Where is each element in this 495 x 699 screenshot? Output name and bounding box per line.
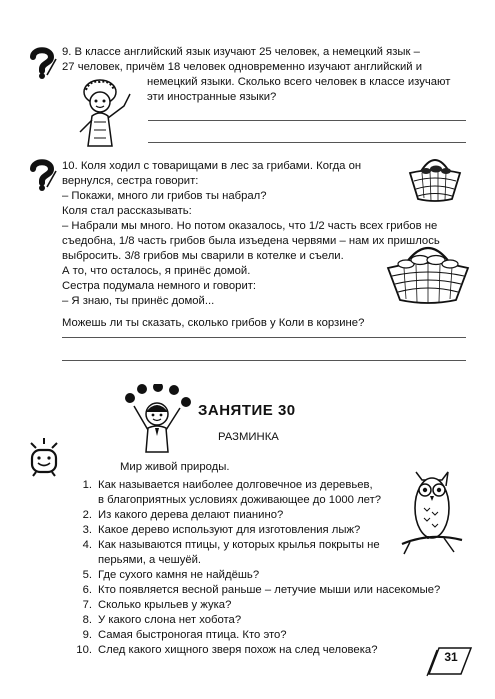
question-4 [72,538,380,568]
question-number: 5. [82,569,92,581]
question-number: 9. [82,629,92,641]
question-8 [72,613,241,628]
question-number: 4. [82,539,92,551]
basket-icon [406,151,464,203]
problem-10-line-2: вернулся, сестра говорит: [62,175,199,187]
question-1 [72,478,381,508]
problem-10-line-7: выбросить. 3/8 грибов мы сварили в котелке и съели. [62,250,344,262]
lesson-intro: Мир живой природы. [120,461,230,473]
answer-line [148,142,466,143]
mushroom-basket-icon [384,236,472,306]
question-text: перьями, а чешуёй. [98,554,202,566]
question-pen-icon [27,45,57,79]
problem-10-line-9: Сестра подумала немного и говорит: [62,280,257,292]
lesson-title: ЗАНЯТИЕ 30 [198,402,296,419]
problem-9-line-2: 27 человек, причём 18 человек одновременно изучают английский и [62,61,423,73]
question-number: 2. [82,509,92,521]
question-number: 8. [82,614,92,626]
question-text: Какое дерево используют для изготовления лыж? [98,524,361,536]
question-text: Кто появляется весной раньше – летучие мыши или насекомые? [98,584,441,596]
question-5 [72,568,259,583]
problem-10-question: Можешь ли ты сказать, сколько грибов у Коли в корзине? [62,317,365,329]
question-10 [72,643,377,658]
problem-10-line-8: А то, что осталось, я принёс домой. [62,265,251,277]
owl-illustration [400,462,464,558]
alarm-clock-icon [27,437,61,477]
question-pen-icon [27,157,57,191]
question-text: Как называются птицы, у которых крылья покрыты не [98,539,380,551]
answer-line [62,337,466,338]
question-6 [72,583,440,598]
problem-10-line-1: 10. Коля ходил с товарищами в лес за грибами. Когда он [62,160,362,172]
question-3 [72,523,360,538]
question-number: 10. [76,644,92,656]
question-text: Как называется наиболее долговечное из деревьев, [98,479,373,491]
question-7 [72,598,231,613]
juggling-boy-illustration [120,384,194,454]
problem-10-line-6: съедобна, 1/8 часть грибов была изъедена червями – нам их пришлось [62,235,440,247]
question-text: Самая быстроногая птица. Кто это? [98,629,287,641]
question-text: Где сухого камня не найдёшь? [98,569,260,581]
question-number: 6. [82,584,92,596]
question-9 [72,628,287,643]
question-2 [72,508,283,523]
problem-10-line-5: – Набрали мы много. Но потом оказалось, что 1/2 часть всех грибов не [62,220,438,232]
answer-line [62,360,466,361]
answer-line [148,120,466,121]
question-number: 7. [82,599,92,611]
problem-10-line-10: – Я знаю, ты принёс домой... [62,295,215,307]
problem-9-line-1: 9. В классе английский язык изучают 25 человек, а немецкий язык – [62,46,420,58]
girl-illustration [70,76,140,148]
question-number: 3. [82,524,92,536]
question-text: Сколько крыльев у жука? [98,599,232,611]
problem-10-line-3: – Покажи, много ли грибов ты набрал? [62,190,267,202]
question-text: в благоприятных условиях доживающее до 1000 лет? [98,494,382,506]
problem-9-line-4: эти иностранные языки? [147,91,277,103]
page-number: 31 [444,650,458,664]
problem-9-line-3: немецкий языки. Сколько всего человек в классе изучают [147,76,451,88]
question-text: Из какого дерева делают пианино? [98,509,284,521]
question-text: У какого слона нет хобота? [98,614,242,626]
problem-10-line-4: Коля стал рассказывать: [62,205,192,217]
question-number: 1. [82,479,92,491]
lesson-subtitle: РАЗМИНКА [218,431,279,443]
question-text: След какого хищного зверя похож на след человека? [98,644,378,656]
